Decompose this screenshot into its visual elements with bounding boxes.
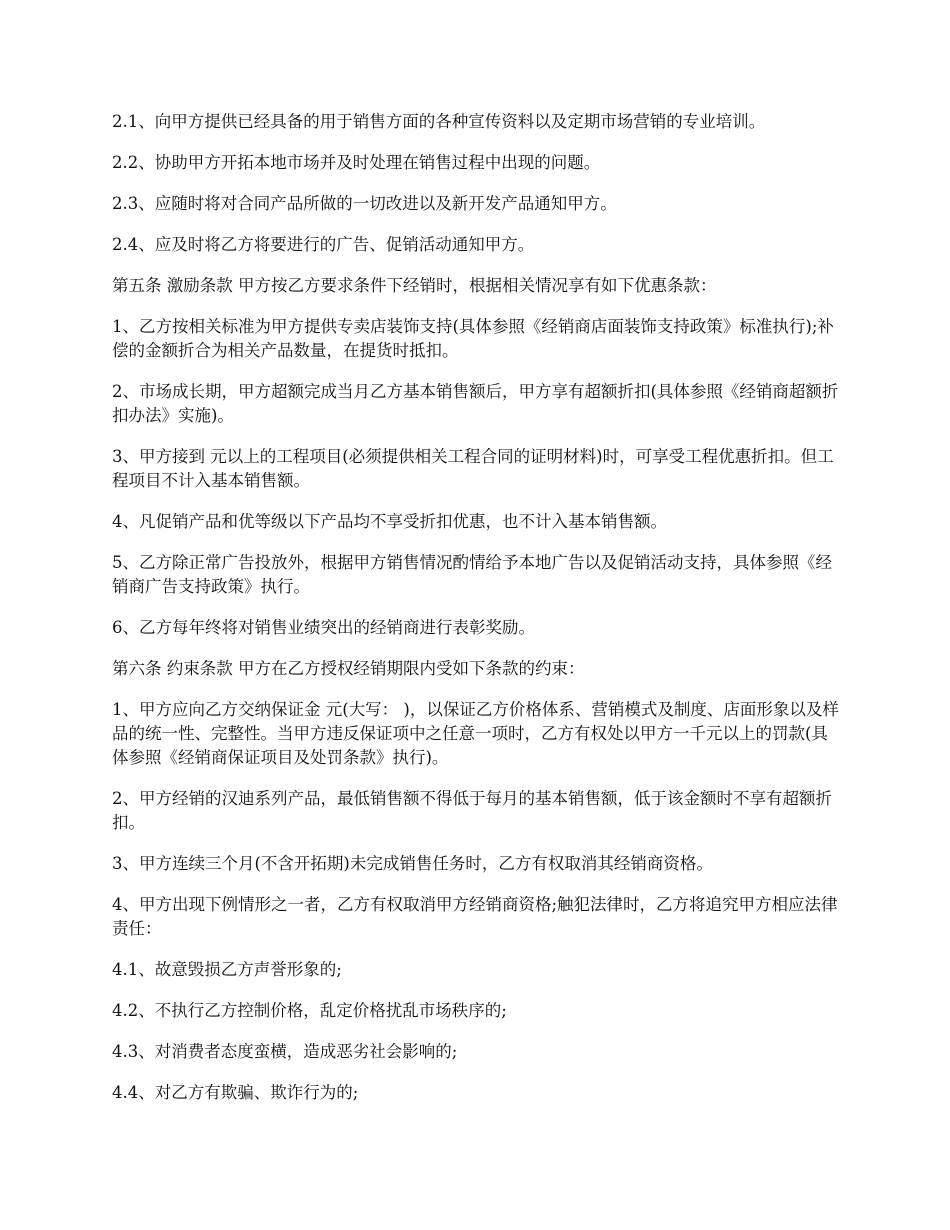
article-5-item-3: 3、甲方接到 元以上的工程项目(必须提供相关工程合同的证明材料)时，可享受工程优惠折扣。但工程项目不计入基本销售额。 <box>112 447 834 490</box>
article-5-item-5: 5、乙方除正常广告投放外，根据甲方销售情况酌情给予本地广告以及促销活动支持，具体参照《经销商广告支持政策》执行。 <box>112 553 832 596</box>
document-page <box>112 110 842 1122</box>
article-5-item-4: 4、凡促销产品和优等级以下产品均不享受折扣优惠，也不计入基本销售额。 <box>112 512 667 531</box>
clause-2-1: 2.1、向甲方提供已经具备的用于销售方面的各种宣传资料以及定期市场营销的专业培训。 <box>112 112 766 131</box>
article-6-item-4: 4、甲方出现下例情形之一者，乙方有权取消甲方经销商资格;触犯法律时，乙方将追究甲方相应法律责任： <box>112 895 838 938</box>
article-6-item-2: 2、甲方经销的汉迪系列产品，最低销售额不得低于每月的基本销售额，低于该金额时不享有超额折扣。 <box>112 789 832 832</box>
article-5-item-6: 6、乙方每年终将对销售业绩突出的经销商进行表彰奖励。 <box>112 618 535 637</box>
article-5-item-1: 1、乙方按相关标准为甲方提供专卖店装饰支持(具体参照《经销商店面装饰支持政策》标准执行);补偿的金额折合为相关产品数量，在提货时抵扣。 <box>112 317 834 360</box>
clause-4-2: 4.2、不执行乙方控制价格，乱定价格扰乱市场秩序的; <box>112 1001 507 1020</box>
article-5-heading: 第五条 激励条款 甲方按乙方要求条件下经销时，根据相关情况享有如下优惠条款： <box>112 276 717 295</box>
clause-4-3: 4.3、对消费者态度蛮横，造成恶劣社会影响的; <box>112 1042 458 1061</box>
article-6-item-1: 1、甲方应向乙方交纳保证金 元(大写： )，以保证乙方价格体系、营销模式及制度、店面形象以及样品的统一性、完整性。当甲方违反保证项中之任意一项时，乙方有权处以甲方一千元以上的罚款(具体参照《经销商保证项目及处罚条款》执行)。 <box>112 700 839 767</box>
clause-2-2: 2.2、协助甲方开拓本地市场并及时处理在销售过程中出现的问题。 <box>112 153 601 172</box>
clause-2-3: 2.3、应随时将对合同产品所做的一切改进以及新开发产品通知甲方。 <box>112 194 617 213</box>
clause-2-4: 2.4、应及时将乙方将要进行的广告、促销活动通知甲方。 <box>112 235 535 254</box>
article-6-heading: 第六条 约束条款 甲方在乙方授权经销期限内受如下条款的约束： <box>112 659 585 678</box>
article-6-item-3: 3、甲方连续三个月(不含开拓期)未完成销售任务时，乙方有权取消其经销商资格。 <box>112 854 713 873</box>
clause-4-1: 4.1、故意毁损乙方声誉形象的; <box>112 960 342 979</box>
article-5-item-2: 2、市场成长期，甲方超额完成当月乙方基本销售额后，甲方享有超额折扣(具体参照《经销商超额折扣办法》实施)。 <box>112 382 839 425</box>
clause-4-4: 4.4、对乙方有欺骗、欺诈行为的; <box>112 1083 359 1102</box>
